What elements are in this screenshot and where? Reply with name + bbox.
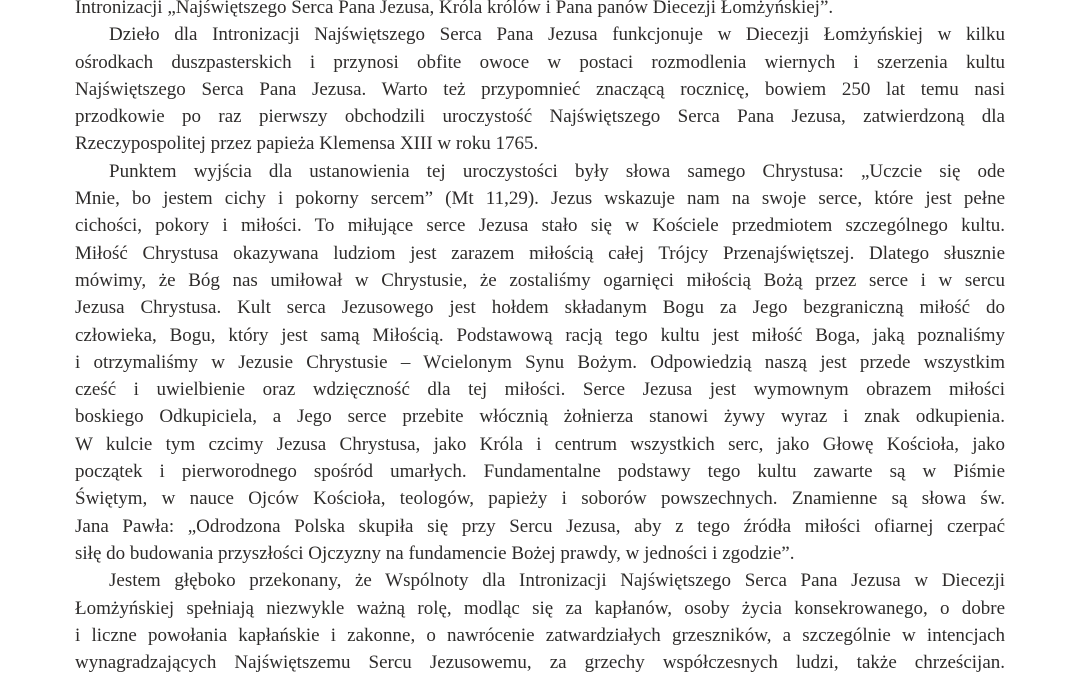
text-line: cześć i uwielbienie oraz wdzięczność dla tej miłości. Serce Jezusa jest wymownym obrazem miłości — [75, 379, 1005, 401]
text-line: i otrzymaliśmy w Jezusie Chrystusie – Wcielonym Synu Bożym. Odpowiedzią naszą jest przede wszystkim — [75, 351, 1005, 373]
text-line: Miłość Chrystusa okazywana ludziom jest zarazem miłością całej Trójcy Przenajświętszej. Dlatego słusznie — [75, 242, 1005, 264]
body-text — [75, 0, 1005, 675]
text-line: Punktem wyjścia dla ustanowienia tej uroczystości były słowa samego Chrystusa: „Uczcie się ode — [109, 160, 1005, 182]
text-line: Świętym, w nauce Ojców Kościoła, teologów, papieży i soborów powszechnych. Znamienne są słowa św. — [75, 488, 1005, 510]
text-line: wynagradzających Najświętszemu Sercu Jezusowemu, za grzechy współczesnych ludzi, także chrześcijan. — [75, 652, 1005, 674]
text-line: Jestem głęboko przekonany, że Wspólnoty dla Intronizacji Najświętszego Serca Pana Jezusa w Diecezji — [109, 570, 1005, 592]
text-line: przodkowie po raz pierwszy obchodzili uroczystość Najświętszego Serca Pana Jezusa, zatwierdzoną dla — [75, 106, 1005, 128]
text-line: Łomżyńskiej spełniają niezwykle ważną rolę, modląc się za kapłanów, osoby życia konsekrowanego, o dobre — [75, 597, 1005, 619]
text-line: początek i pierworodnego spośród umarłych. Fundamentalne podstawy tego kultu zawarte są w Piśmie — [75, 461, 1005, 483]
text-line: cichości, pokory i miłości. To miłujące serce Jezusa stało się w Kościele przedmiotem szczególnego kultu. — [75, 215, 1005, 237]
text-line: boskiego Odkupiciela, a Jego serce przebite włócznią żołnierza stanowi żywy wyraz i znak odkupienia. — [75, 406, 1005, 428]
text-line: człowieka, Bogu, który jest samą Miłością. Podstawową racją tego kultu jest miłość Boga, jaką poznaliśmy — [75, 324, 1005, 346]
text-line: mówimy, że Bóg nas umiłował w Chrystusie, że zostaliśmy ogarnięci miłością Bożą przez serce i w sercu — [75, 269, 1005, 291]
text-line: Intronizacji „Najświętszego Serca Pana Jezusa, Króla królów i Pana panów Diecezji Łomżyńskiej”. — [75, 0, 834, 18]
text-line: Najświętszego Serca Pana Jezusa. Warto też przypomnieć znaczącą rocznicę, bowiem 250 lat temu nasi — [75, 78, 1005, 100]
text-line: Dzieło dla Intronizacji Najświętszego Serca Pana Jezusa funkcjonuje w Diecezji Łomżyńskiej w kilku — [109, 24, 1005, 46]
text-line: siłę do budowania przyszłości Ojczyzny na fundamencie Bożej prawdy, w jedności i zgodzie”. — [75, 542, 795, 564]
text-line: Jana Pawła: „Odrodzona Polska skupiła się przy Sercu Jezusa, aby z tego źródła miłości ofiarnej czerpać — [75, 515, 1005, 537]
text-line: ośrodkach duszpasterskich i przynosi obfite owoce w postaci rozmodlenia wiernych i szerzenia kultu — [75, 51, 1005, 73]
text-line: i liczne powołania kapłańskie i zakonne, o nawrócenie zatwardziałych grzeszników, a szczególnie w intencjach — [75, 624, 1005, 646]
text-line: W kulcie tym czcimy Jezusa Chrystusa, jako Króla i centrum wszystkich serc, jako Głowę Kościoła, jako — [75, 433, 1005, 455]
text-line: Jezusa Chrystusa. Kult serca Jezusowego jest hołdem składanym Bogu za Jego bezgraniczną miłość do — [75, 297, 1005, 319]
text-line: Rzeczypospolitej przez papieża Klemensa XIII w roku 1765. — [75, 133, 539, 155]
text-line: Mnie, bo jestem cichy i pokorny sercem” (Mt 11,29). Jezus wskazuje nam na swoje serce, które jest pełne — [75, 188, 1005, 210]
